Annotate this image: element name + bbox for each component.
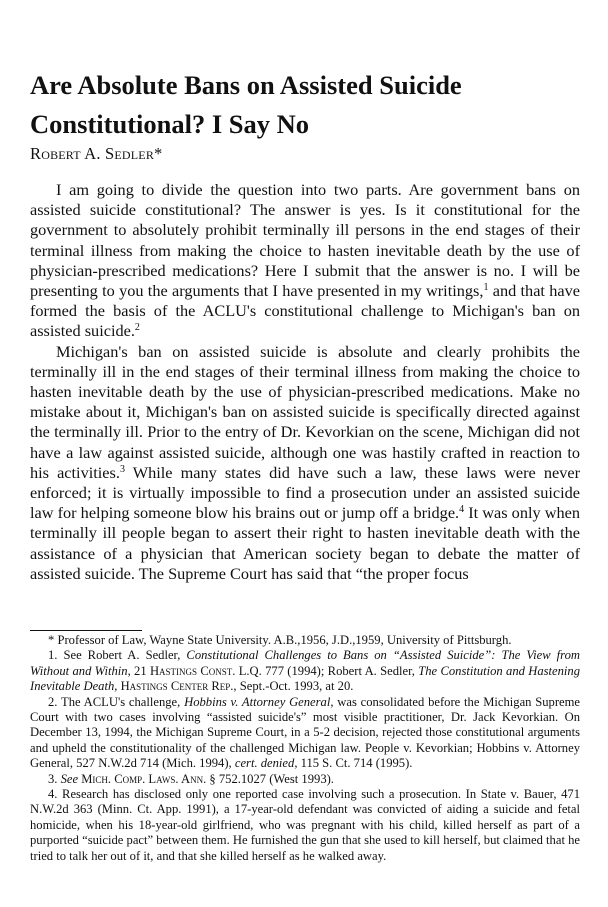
paragraph-1: [30, 180, 580, 342]
paragraph-1-text-a: I am going to divide the question into two parts. Are government bans on assisted suicide constitutional? The answer is yes. Is it constitutional for the government to absolutely prohibit terminally ill persons in the end stages of their terminal illness from making the choice to hasten inevitable death by the use of physician-prescribed medications? Here I submit that the answer is no. I will be presenting to you the arguments that I have presented in my writings,: [30, 180, 580, 301]
footnote-ref-3: 3: [119, 463, 125, 475]
paragraph-2-text-a: Michigan's ban on assisted suicide is absolute and clearly prohibits the terminally ill in the end stages of their terminal illness from making the choice to hasten inevitable death by the use of physician-prescribed medications. Make no mistake about it, Michigan's ban on assisted suicide is specifically directed against the terminally ill. Prior to the entry of Dr. Kevorkian on the scene, Michigan did not have a law against assisted suicide, although one was hastily crafted in reaction to his activities.: [30, 341, 580, 482]
article-title: [30, 66, 590, 144]
footnote-star: * Professor of Law, Wayne State University. A.B.,1956, J.D.,1959, University of Pittsburgh.: [48, 633, 512, 647]
author-byline: Robert A. Sedler*: [30, 144, 163, 163]
paragraph-1-text-b: and that have formed the basis of the ACLU's constitutional challenge to Michigan's ban on assisted suicide.: [30, 281, 580, 341]
article-body: [30, 180, 580, 584]
paragraph-2: [30, 342, 580, 584]
paragraph-2-text-c: It was only when terminally ill people began to assert their right to hasten inevitable death with the assistance of a physician that American society began to debate the matter of assisted suicide. The Supreme Court has said that “the proper focus: [30, 503, 580, 583]
footnotes: [30, 633, 580, 864]
title-line-1: Are Absolute Bans on Assisted Suicide: [30, 70, 462, 100]
footnote-3: 3. See Mich. Comp. Laws. Ann. § 752.1027 (West 1993).: [48, 771, 334, 786]
footnote-ref-2: 2: [134, 322, 140, 334]
paragraph-2-text-b: While many states did have such a law, these laws were never enforced; it is virtually impossible to find a prosecution under an assisted suicide law for helping someone blow his brains out or jump off a bridge.: [30, 462, 580, 523]
footnote-ref-1: 1: [483, 282, 489, 294]
footnote-2: 2. The ACLU's challenge, Hobbins v. Attorney General, was consolidated before the Michigan Supreme Court with two cases involving “assisted suicide's” most visible practitioner, Dr. Jack Kevorkian. On December 13, 1994, the Michigan Supreme Court, in a 5-2 decision, rejected those constitutional arguments and upheld the constitutionality of the challenged Michigan law. People v. Kevorkian; Hobbins v. Attorney General, 527 N.W.2d 714 (Mich. 1994), cert. denied, 115 S. Ct. 714 (1995).: [30, 694, 581, 771]
title-line-2: Constitutional? I Say No: [30, 109, 310, 139]
footnote-ref-4: 4: [459, 504, 465, 516]
footnote-1: 1. See Robert A. Sedler, Constitutional Challenges to Bans on “Assisted Suicide”: The View from Without and Within, 21 Hastings Const. L.Q. 777 (1994); Robert A. Sedler, The Constitution and Hastening Inevitable Death, Hastings Center Rep., Sept.-Oct. 1993, at 20.: [30, 648, 581, 694]
footnote-4: 4. Research has disclosed only one reported case involving such a prosecution. In State v. Bauer, 471 N.W.2d 363 (Minn. Ct. App. 1991), a 17-year-old defendant was convicted of aiding a suicide and fetal homicide, when his 18-year-old girlfriend, who was pregnant with his child, killed herself as part of a purported “suicide pact” between them. He furnished the gun that she used to kill herself, but claimed that he tried to talk her out of it, and that she killed herself as he walked away.: [30, 787, 580, 863]
footnote-divider: [30, 630, 142, 631]
